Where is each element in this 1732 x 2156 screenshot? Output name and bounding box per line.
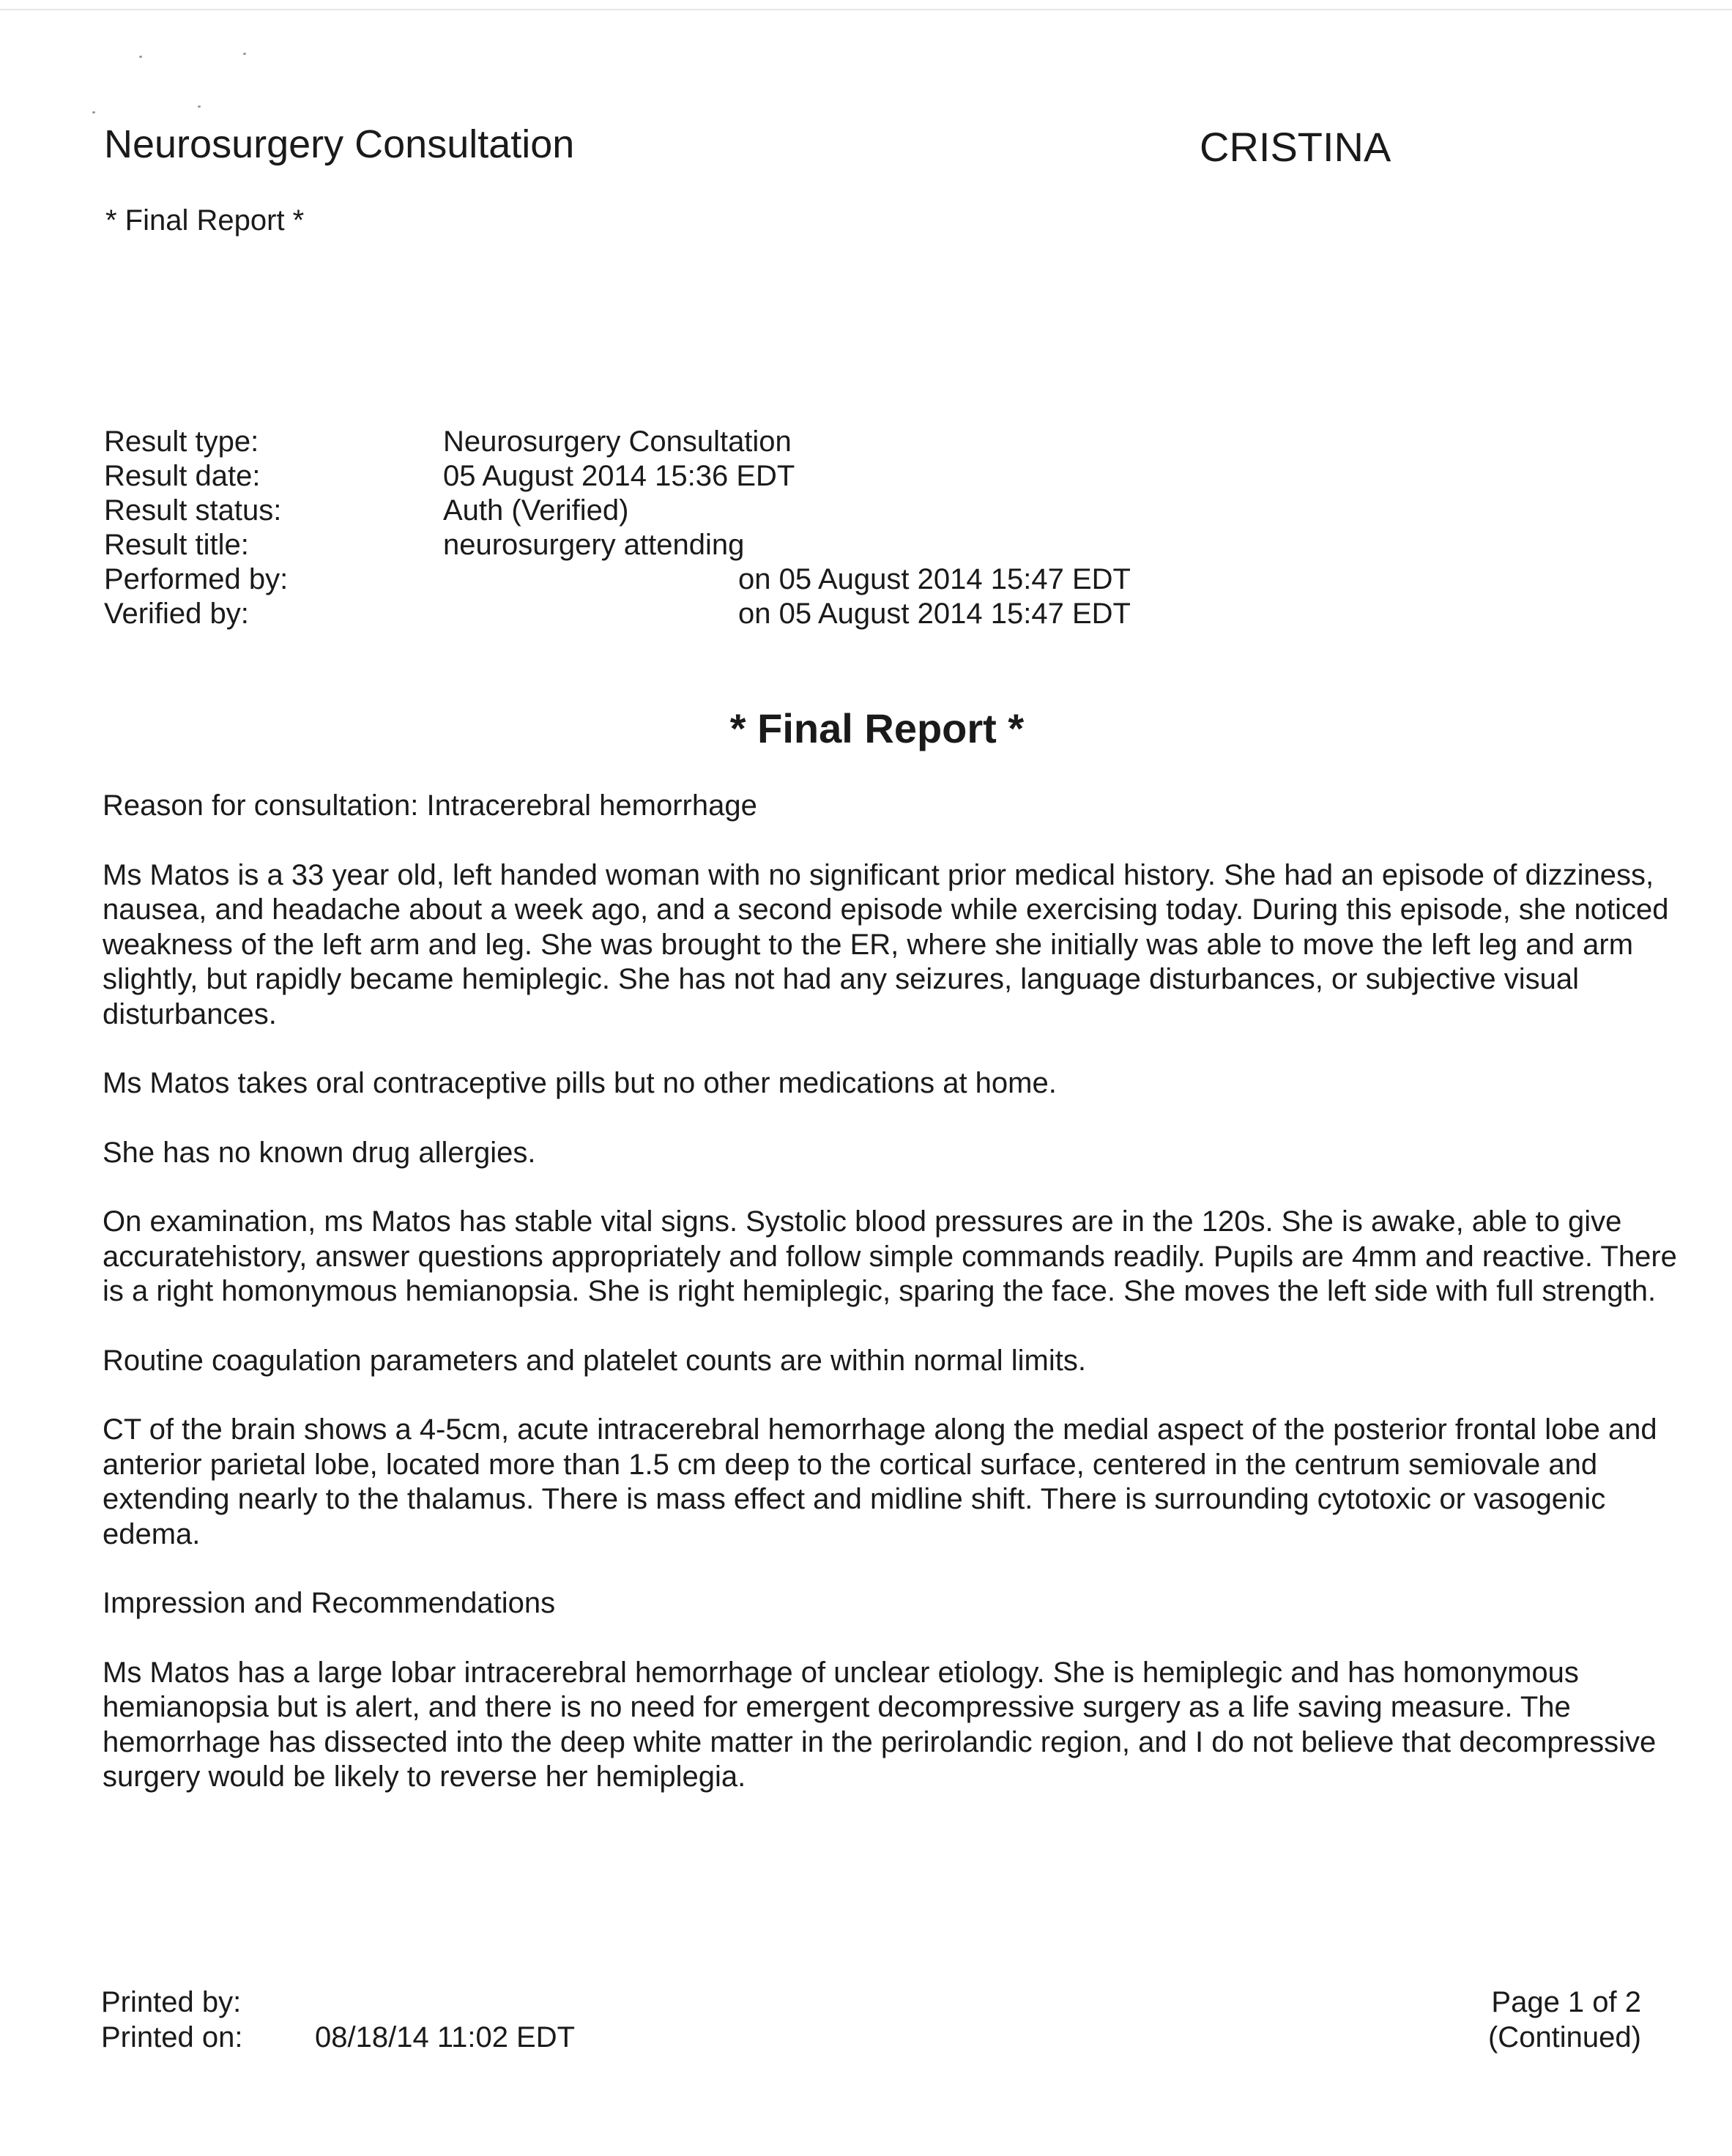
meta-value: Auth (Verified) — [443, 494, 629, 527]
allergies-paragraph: She has no known drug allergies. — [103, 1136, 536, 1169]
printed-on-label: Printed on: — [101, 2021, 243, 2053]
patient-name: CRISTINA — [1200, 124, 1391, 170]
page-number: Page 1 of 2 — [1491, 1986, 1641, 2018]
history-paragraph: Ms Matos is a 33 year old, left handed woman with no significant prior medical history. She had an episode of dizziness, nausea, and headache about a week ago, and a second episode while exercising today. During this episode, she noticed weakness of the left arm and leg. She was brought to the ER, where she initially was able to move the left leg and arm slightly, but rapidly became hemiplegic. She has not had any seizures, language disturbances, or subjective visual disturbances. — [103, 858, 1669, 1030]
scan-speck — [243, 53, 246, 55]
printed-by-label: Printed by: — [101, 1986, 242, 2018]
meta-value: on 05 August 2014 15:47 EDT — [738, 563, 1131, 595]
imaging-paragraph: CT of the brain shows a 4-5cm, acute intracerebral hemorrhage along the medial aspect of the posterior frontal lobe and anterior parietal lobe, located more than 1.5 cm deep to the cortical surface, centered in the centrum semiovale and extending nearly to the thalamus. There is mass effect and midline shift. There is surrounding cytotoxic or vasogenic edema. — [103, 1413, 1657, 1550]
scan-speck — [198, 105, 201, 108]
meta-label: Result status: — [104, 494, 282, 527]
scan-edge-line — [0, 9, 1732, 10]
meta-label: Performed by: — [104, 563, 289, 595]
examination-paragraph: On examination, ms Matos has stable vital signs. Systolic blood pressures are in the 120s. She is awake, able to give accuratehistory, answer questions appropriately and follow simple commands readily. Pupils are 4mm and reactive. There is a right homonymous hemianopsia. She is right hemiplegic, sparing the face. She moves the left side with full strength. — [103, 1205, 1677, 1307]
medications-paragraph: Ms Matos takes oral contraceptive pills but no other medications at home. — [103, 1067, 1057, 1099]
scan-speck — [92, 111, 95, 114]
document-title: Neurosurgery Consultation — [104, 122, 575, 166]
meta-label: Result type: — [104, 425, 259, 458]
meta-label: Result title: — [104, 529, 249, 561]
impression-paragraph: Ms Matos has a large lobar intracerebral hemorrhage of unclear etiology. She is hemiplegic and has homonymous hemianopsia but is alert, and there is no need for emergent decompressive surgery as a life saving measure. The hemorrhage has dissected into the deep white matter in the perirolandic region, and I do not believe that decompressive surgery would be likely to reverse her hemiplegia. — [103, 1656, 1657, 1793]
continued-label: (Continued) — [1487, 2021, 1641, 2053]
meta-value: on 05 August 2014 15:47 EDT — [738, 598, 1131, 630]
reason-for-consultation: Reason for consultation: Intracerebral hemorrhage — [103, 789, 757, 822]
report-status-line: * Final Report * — [105, 204, 305, 237]
meta-value: neurosurgery attending — [443, 529, 745, 561]
impression-heading: Impression and Recommendations — [103, 1587, 556, 1619]
labs-paragraph: Routine coagulation parameters and platelet counts are within normal limits. — [103, 1344, 1086, 1377]
meta-label: Result date: — [104, 460, 261, 492]
printed-on-value: 08/18/14 11:02 EDT — [315, 2021, 576, 2053]
meta-value: Neurosurgery Consultation — [443, 425, 792, 458]
report-body — [103, 789, 1677, 1829]
report-heading: * Final Report * — [729, 705, 1025, 751]
meta-value: 05 August 2014 15:36 EDT — [443, 460, 795, 492]
scan-speck — [139, 56, 142, 58]
page-info — [1488, 1985, 1641, 2055]
meta-label: Verified by: — [104, 598, 249, 630]
